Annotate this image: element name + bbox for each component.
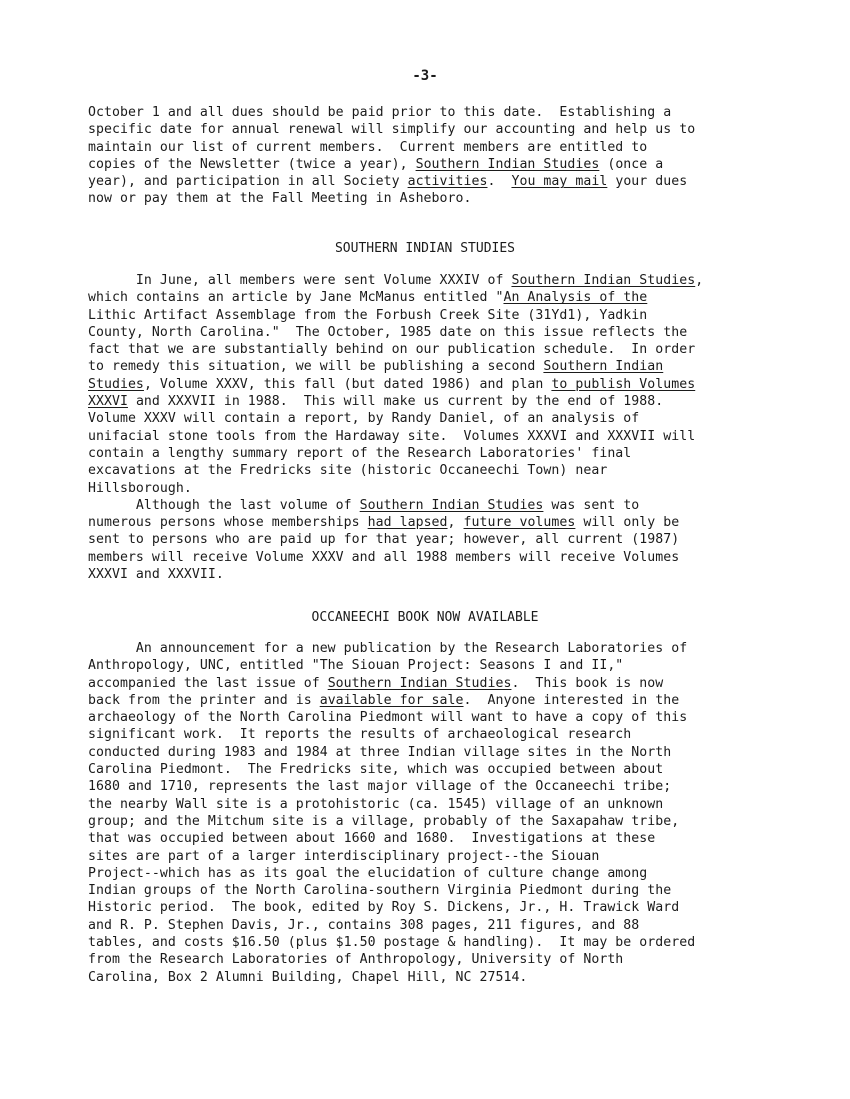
underlined-text: Southern Indian Studies	[415, 156, 600, 172]
text-line: archaeology of the North Carolina Piedmont will want to have a copy of this	[88, 710, 688, 726]
text-line: Studies, Volume XXXV, this fall (but dated 1986) and plan to publish Volumes	[88, 376, 696, 392]
text-line: significant work. It reports the results of archaeological research	[88, 727, 632, 743]
text-line: In June, all members were sent Volume XXXIV of Southern Indian Studies,	[88, 273, 704, 288]
text-line: XXXVI and XXXVII in 1988. This will make us current by the end of 1988.	[88, 394, 664, 410]
text-line: sent to persons who are paid up for that year; however, all current (1987)	[88, 532, 680, 548]
text-line: from the Research Laboratories of Anthropology, University of North	[88, 952, 624, 968]
text-line: Hillsborough.	[88, 480, 192, 496]
text-line: and R. P. Stephen Davis, Jr., contains 308 pages, 211 figures, and 88	[88, 917, 640, 933]
text-line: Carolina Piedmont. The Fredricks site, which was occupied between about	[88, 762, 664, 778]
text-line: An announcement for a new publication by the Research Laboratories of	[88, 641, 688, 656]
underlined-text: An Analysis of the	[503, 290, 648, 306]
text-line: accompanied the last issue of Southern Indian Studies. This book is now	[88, 675, 664, 691]
underlined-text: future volumes	[463, 515, 576, 531]
text-line: Indian groups of the North Carolina-southern Virginia Piedmont during the	[88, 883, 672, 899]
text-line: back from the printer and is available for sale. Anyone interested in the	[88, 692, 680, 708]
text-line: sites are part of a larger interdisciplinary project--the Siouan	[88, 848, 600, 864]
underlined-text: Southern Indian Studies	[359, 497, 544, 513]
text-line: which contains an article by Jane McManus entitled "An Analysis of the	[88, 290, 648, 306]
text-line: to remedy this situation, we will be publishing a second Southern Indian	[88, 359, 664, 375]
page-number: -3-	[412, 68, 438, 84]
section-body-occaneechi-book	[88, 640, 728, 986]
text-line: Historic period. The book, edited by Roy S. Dickens, Jr., H. Trawick Ward	[88, 900, 680, 916]
text-line: specific date for annual renewal will simplify our accounting and help us to	[88, 122, 696, 138]
section-body-southern-indian-studies	[88, 272, 728, 583]
underlined-text: had lapsed	[367, 515, 448, 531]
underlined-text: activities	[407, 174, 488, 190]
underlined-text: Southern Indian Studies	[327, 675, 512, 691]
text-line: the nearby Wall site is a protohistoric (ca. 1545) village of an unknown	[88, 796, 664, 812]
text-line: October 1 and all dues should be paid prior to this date. Establishing a	[88, 105, 672, 120]
section-heading-occaneechi-book: OCCANEECHI BOOK NOW AVAILABLE	[311, 610, 539, 625]
underlined-text: available for sale	[319, 692, 464, 708]
text-line: unifacial stone tools from the Hardaway site. Volumes XXXVI and XXXVII will	[88, 428, 696, 444]
text-line: group; and the Mitchum site is a village, probably of the Saxapahaw tribe,	[88, 813, 680, 829]
section-heading-southern-indian-studies: SOUTHERN INDIAN STUDIES	[334, 241, 515, 256]
text-line: contain a lengthy summary report of the Research Laboratories' final	[88, 445, 632, 461]
text-line: excavations at the Fredricks site (historic Occaneechi Town) near	[88, 463, 608, 479]
text-line: Volume XXXV will contain a report, by Randy Daniel, of an analysis of	[88, 411, 640, 427]
underlined-text: Southern Indian	[543, 359, 664, 375]
text-line: 1680 and 1710, represents the last major village of the Occaneechi tribe;	[88, 779, 672, 795]
underlined-text: Southern Indian Studies	[511, 273, 696, 288]
text-line: members will receive Volume XXXV and all 1988 members will receive Volumes	[88, 549, 680, 565]
text-line: Although the last volume of Southern Indian Studies was sent to	[88, 497, 640, 513]
text-line: copies of the Newsletter (twice a year), Southern Indian Studies (once a	[88, 156, 664, 172]
underlined-text: to publish Volumes	[551, 376, 696, 392]
text-line: Lithic Artifact Assemblage from the Forbush Creek Site (31Yd1), Yadkin	[88, 307, 648, 323]
text-line: now or pay them at the Fall Meeting in Asheboro.	[88, 191, 472, 207]
text-line: Carolina, Box 2 Alumni Building, Chapel Hill, NC 27514.	[88, 969, 528, 985]
text-line: XXXVI and XXXVII.	[88, 567, 224, 583]
text-line: maintain our list of current members. Current members are entitled to	[88, 139, 648, 155]
text-line: Anthropology, UNC, entitled "The Siouan Project: Seasons I and II,"	[88, 658, 624, 674]
text-line: year), and participation in all Society activities. You may mail your dues	[88, 174, 688, 190]
underlined-text: You may mail	[511, 174, 608, 190]
text-line: that was occupied between about 1660 and 1680. Investigations at these	[88, 831, 656, 847]
underlined-text: Studies	[88, 376, 144, 392]
underlined-text: XXXVI	[88, 394, 128, 410]
text-line: numerous persons whose memberships had lapsed, future volumes will only be	[88, 515, 680, 531]
text-line: conducted during 1983 and 1984 at three Indian village sites in the North	[88, 744, 672, 760]
text-line: tables, and costs $16.50 (plus $1.50 postage & handling). It may be ordered	[88, 935, 696, 951]
text-line: County, North Carolina." The October, 1985 date on this issue reflects the	[88, 324, 688, 340]
text-line: Project--which has as its goal the elucidation of culture change among	[88, 865, 648, 881]
text-line: fact that we are substantially behind on our publication schedule. In order	[88, 342, 696, 358]
intro-paragraph	[88, 104, 728, 208]
